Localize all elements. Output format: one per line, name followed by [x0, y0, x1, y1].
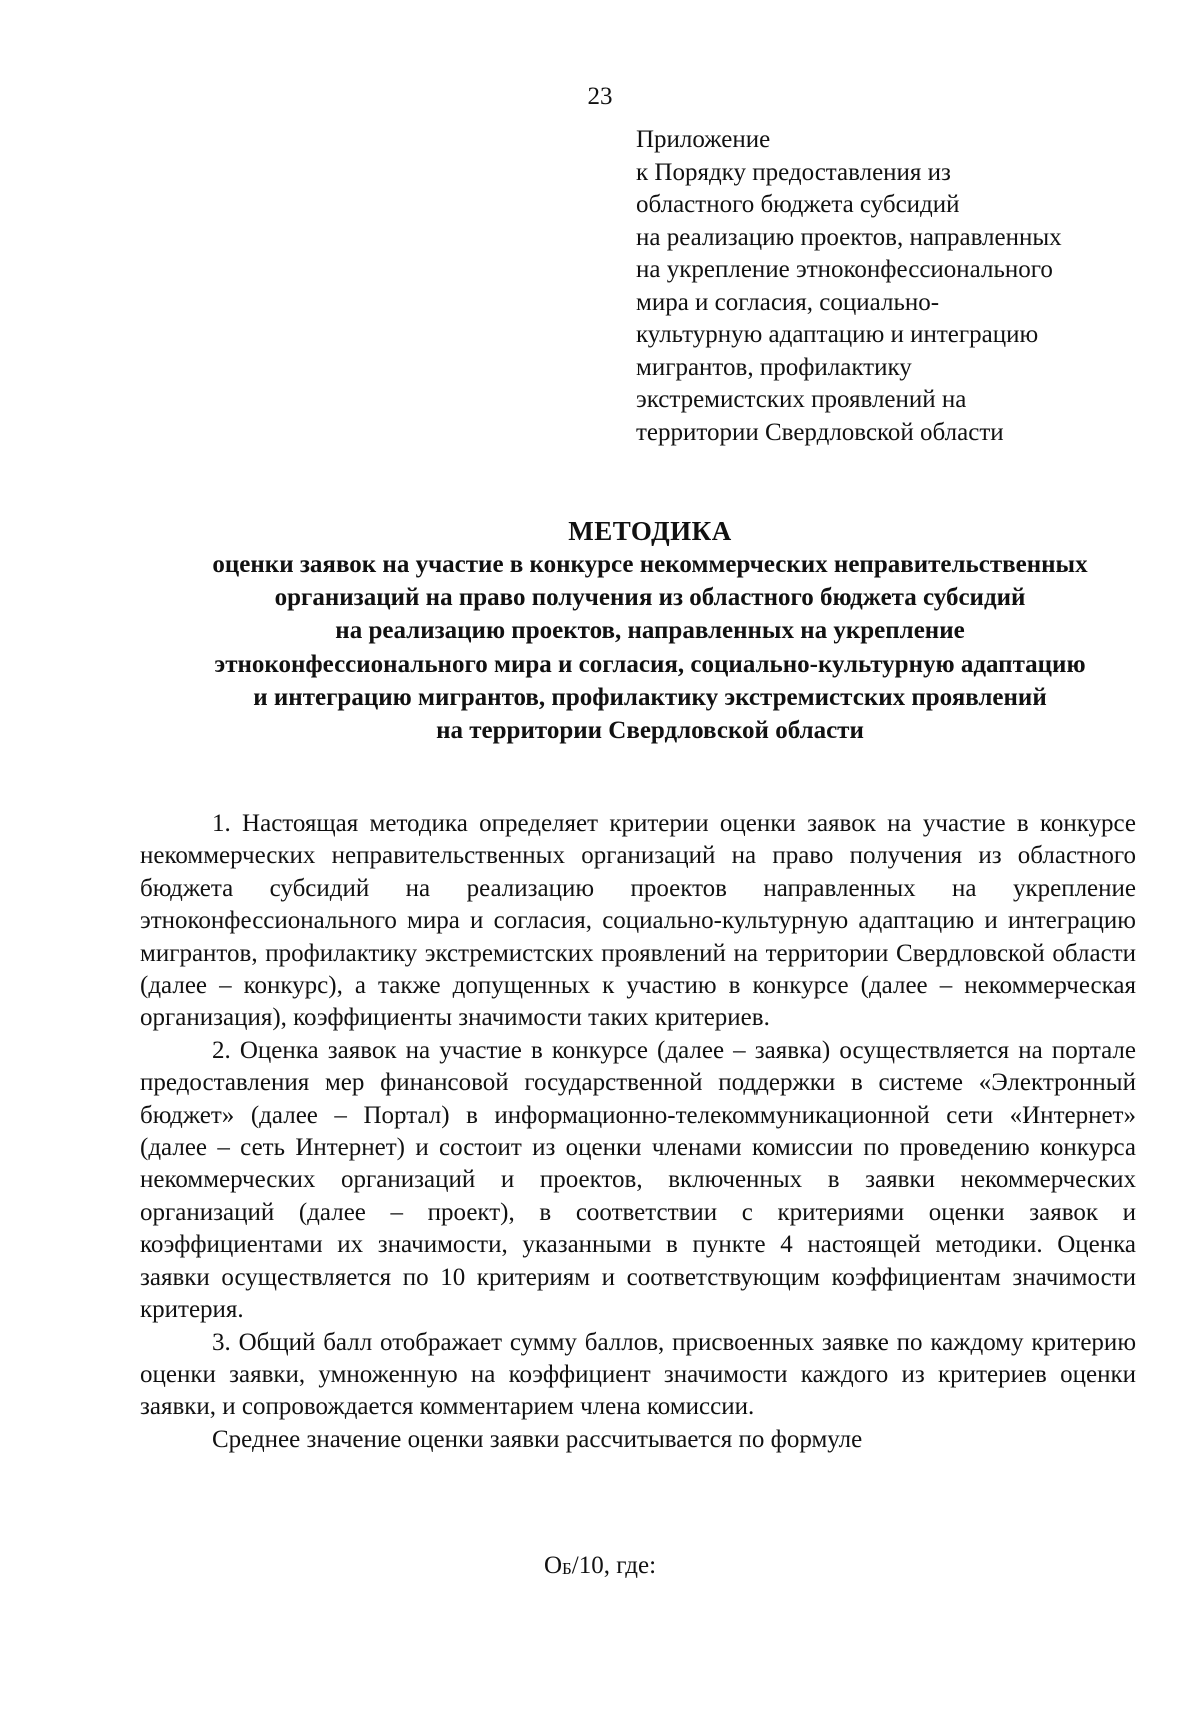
subtitle-line: и интеграцию мигрантов, профилактику экстремистских проявлений — [253, 683, 1047, 711]
appendix-line: Приложение — [636, 126, 771, 153]
appendix-line: областного бюджета субсидий — [636, 191, 960, 218]
subtitle-line: на реализацию проектов, направленных на укрепление — [335, 617, 965, 645]
paragraph-1: 1. Настоящая методика определяет критерии оценки заявок на участие в конкурсе некоммерческих неправительственных организаций на право получения из областного бюджета субсидий на реализацию проектов направленных на укрепление этноконфессионального мира и согласия, социально-культурную адаптацию и интеграцию мигрантов, профилактику экстремистских проявлений на территории Свердловской области (далее – конкурс), а также допущенных к участию в конкурсе (далее – некоммерческая организация), коэффициенты значимости таких критериев. — [140, 810, 1136, 1032]
appendix-line: на укрепление этноконфессионального — [636, 256, 1053, 283]
appendix-line: к Порядку предоставления из — [636, 158, 951, 186]
appendix-line: экстремистских проявлений на — [636, 386, 967, 413]
document-title: МЕТОДИКА — [568, 516, 732, 546]
appendix-line: культурную адаптацию и интеграцию — [636, 321, 1039, 348]
appendix-line: на реализацию проектов, направленных — [636, 223, 1062, 251]
subtitle-line: оценки заявок на участие в конкурсе некоммерческих неправительственных — [212, 551, 1088, 578]
paragraph-formula-intro: Среднее значение оценки заявки рассчитывается по формуле — [212, 1425, 863, 1453]
appendix-line: территории Свердловской области — [636, 418, 1004, 446]
document-subtitle — [100, 548, 1200, 747]
paragraph-2: 2. Оценка заявок на участие в конкурсе (далее – заявка) осуществляется на портале предоставления мер финансовой государственной поддержки в системе «Электронный бюджет» (далее – Портал) в информационно-телекоммуникационной сети «Интернет» (далее – сеть Интернет) и состоит из оценки членами комиссии по проведению конкурса некоммерческих организаций и проектов, включенных в заявки некоммерческих организаций (далее – проект), в соответствии с критериями оценки заявок и коэффициентами их значимости, указанными в пункте 4 настоящей методики. Оценка заявки осуществляется по 10 критериям и соответствующим коэффициентам значимости критерия. — [140, 1036, 1136, 1324]
page-number: 23 — [587, 83, 613, 110]
paragraph-3: 3. Общий балл отображает сумму баллов, присвоенных заявке по каждому критерию оценки заявки, умноженную на коэффициент значимости каждого из критериев оценки заявки, и сопровождается комментарием члена комиссии. — [140, 1328, 1136, 1421]
subtitle-line: на территории Свердловской области — [436, 717, 864, 745]
appendix-line: мигрантов, профилактику — [636, 353, 912, 381]
subtitle-line: организаций на право получения из областного бюджета субсидий — [274, 584, 1026, 612]
subtitle-line: этноконфессионального мира и согласия, социально-культурную адаптацию — [214, 650, 1086, 678]
appendix-line: мира и согласия, социально- — [636, 288, 940, 316]
formula-subscript: Б — [562, 1559, 572, 1578]
body-text — [140, 808, 1136, 1456]
formula-main: О — [543, 1552, 563, 1579]
formula — [0, 1551, 1200, 1584]
formula-rest: /10, где: — [571, 1552, 657, 1579]
title-block — [100, 514, 1200, 747]
appendix-header — [636, 124, 1156, 449]
